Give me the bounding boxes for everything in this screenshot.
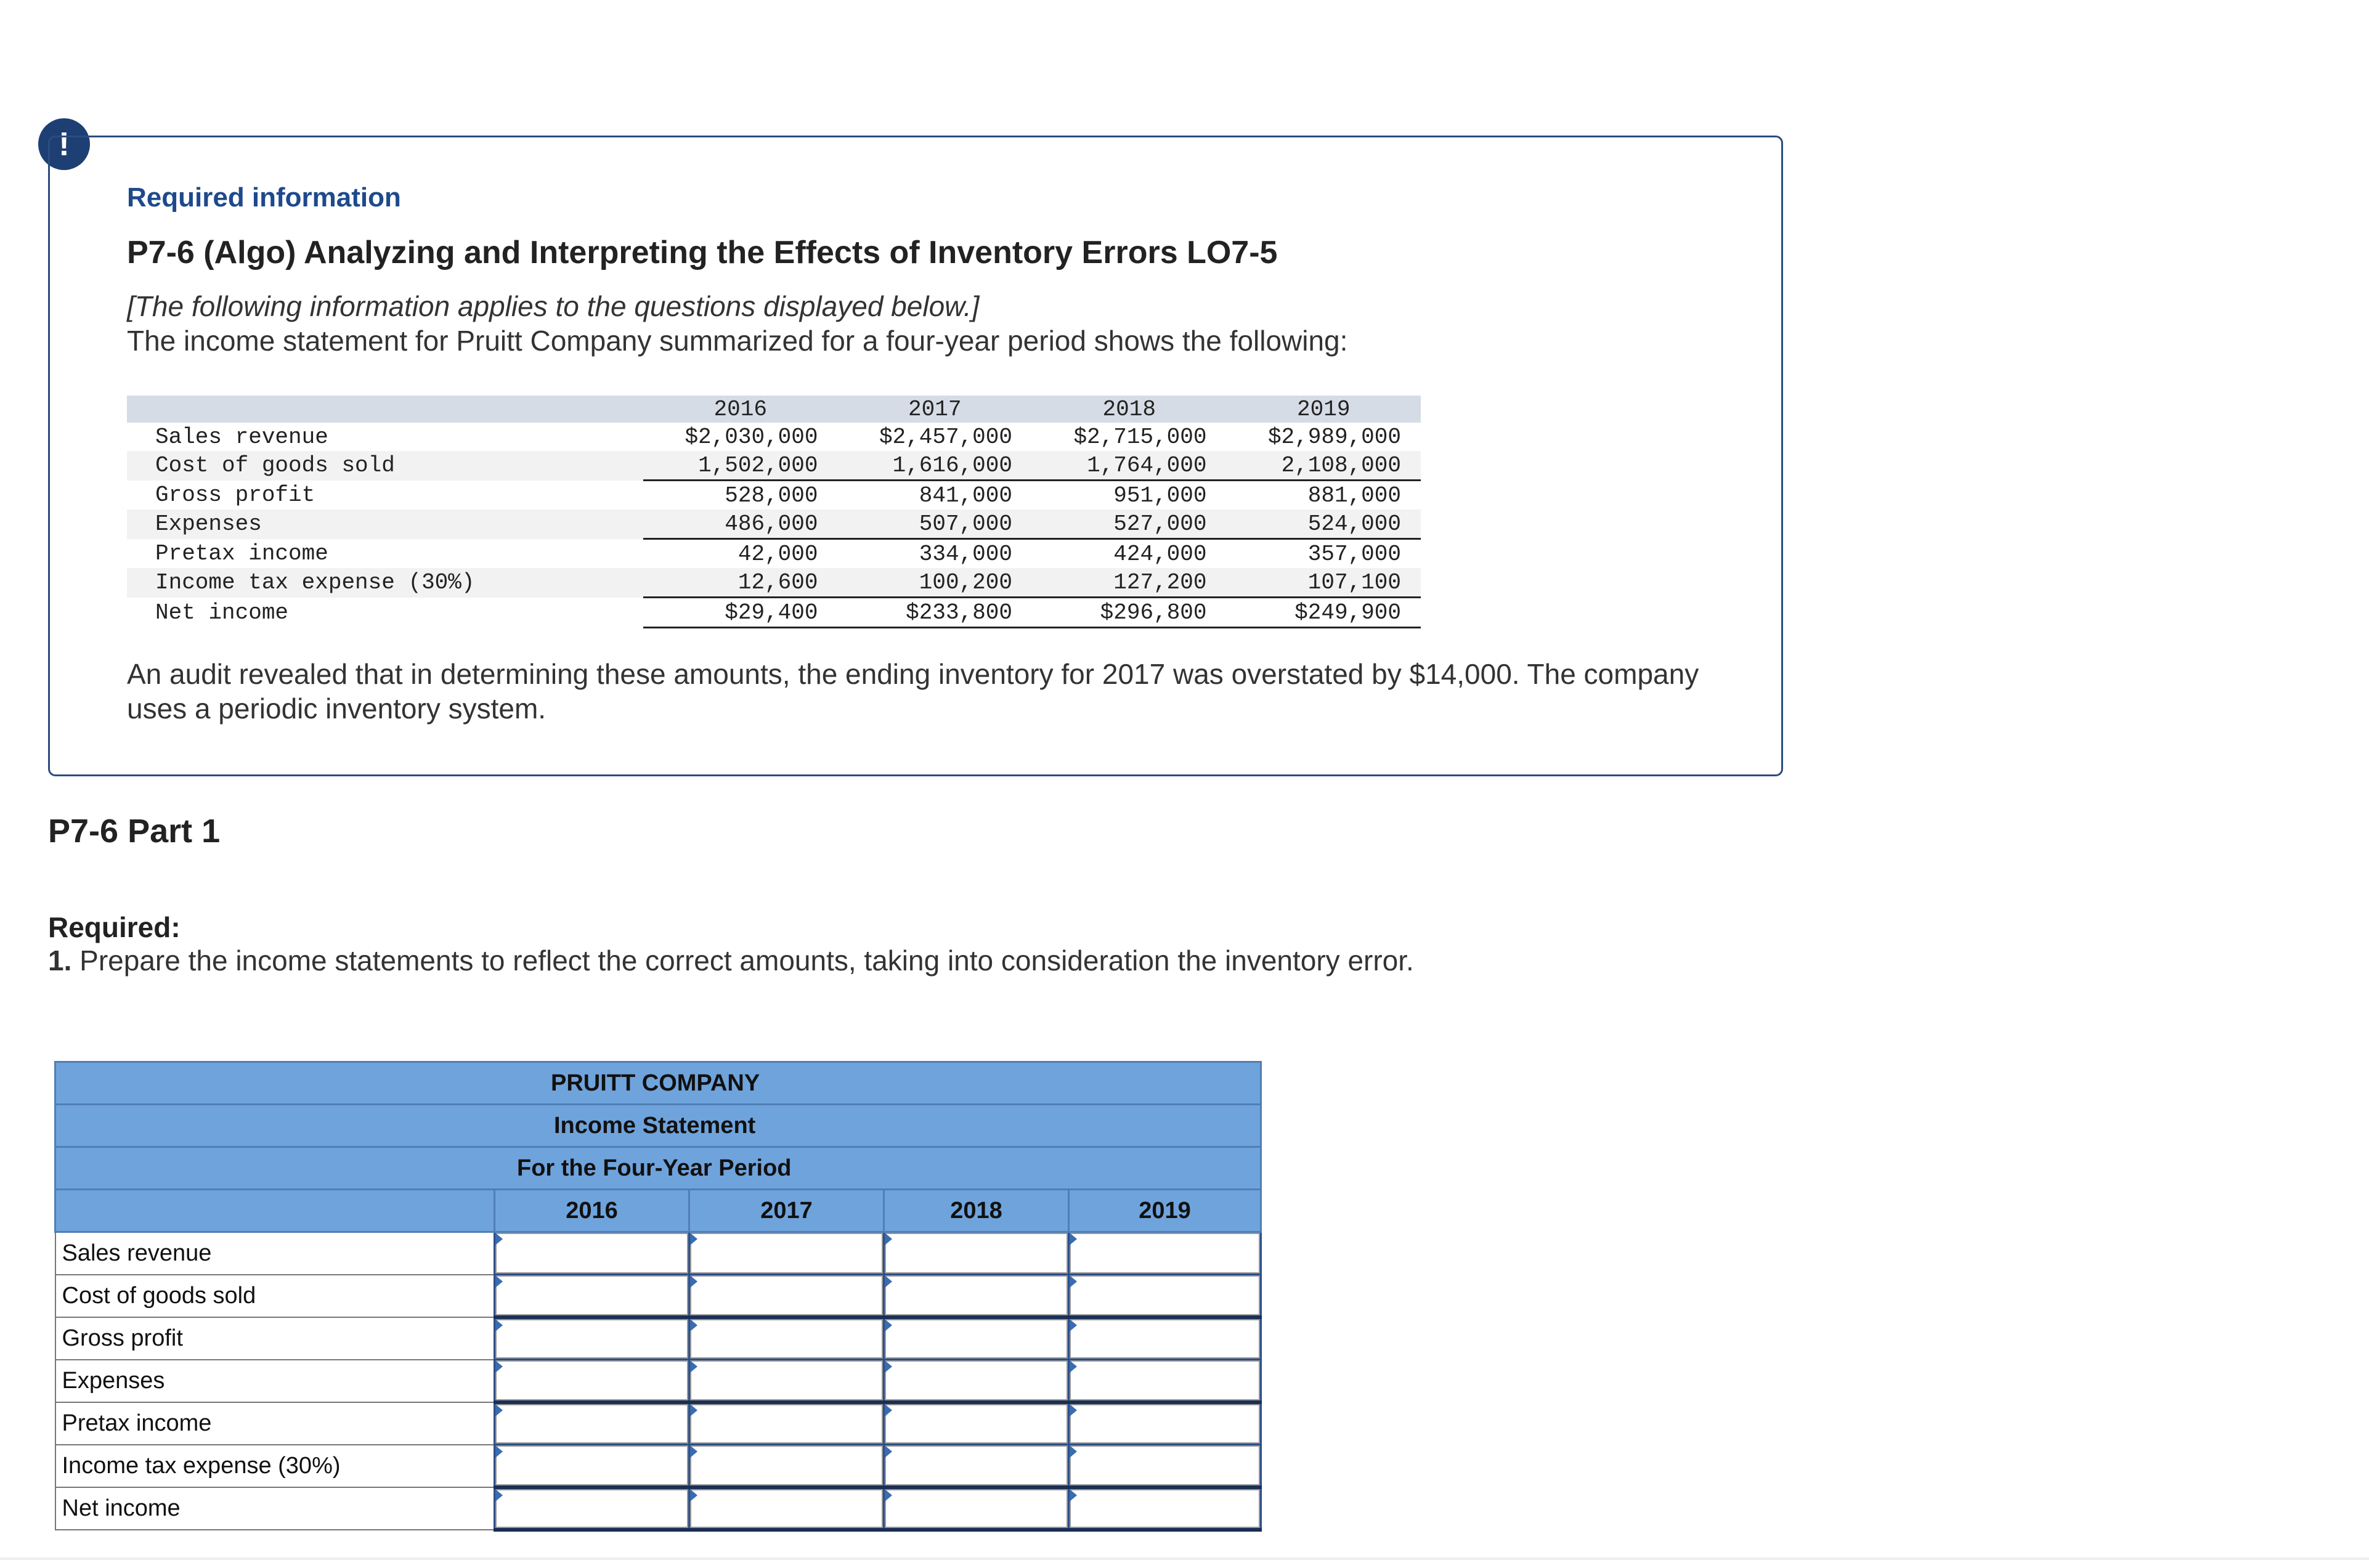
answer-cell[interactable] — [689, 1487, 884, 1530]
cell-value: 1,616,000 — [838, 451, 1033, 481]
cell-value: 100,200 — [838, 568, 1033, 598]
answer-cell[interactable] — [884, 1445, 1069, 1487]
problem-title: P7-6 (Algo) Analyzing and Interpreting the Effects of Inventory Errors LO7-5 — [127, 235, 1278, 270]
table-row — [127, 481, 1421, 510]
cell-value: 527,000 — [1032, 510, 1227, 539]
answer-cell[interactable] — [689, 1402, 884, 1445]
answer-cell[interactable] — [495, 1232, 689, 1275]
answer-cell[interactable] — [495, 1402, 689, 1445]
table-row — [55, 1487, 1261, 1530]
table-row — [127, 598, 1421, 628]
answer-input[interactable] — [1070, 1489, 1260, 1528]
cell-value: $233,800 — [838, 598, 1033, 628]
cell-value: 127,200 — [1032, 568, 1227, 598]
cell-value: 107,100 — [1227, 568, 1421, 598]
answer-input[interactable] — [495, 1489, 688, 1528]
year-header: 2018 — [1032, 396, 1227, 423]
cell-value: $2,715,000 — [1073, 424, 1207, 450]
instruction-text: Prepare the income statements to reflect the correct amounts, taking into consideration the inventory error. — [79, 944, 1414, 977]
row-label: Gross profit — [55, 1317, 495, 1360]
cell-value: 12,600 — [643, 568, 838, 598]
table-row — [55, 1360, 1261, 1402]
table-row — [127, 451, 1421, 481]
row-label: Sales revenue — [55, 1232, 495, 1275]
row-label: Cost of goods sold — [55, 1275, 495, 1317]
answer-cell[interactable] — [1069, 1445, 1261, 1487]
year-header-blank — [55, 1190, 495, 1232]
summary-header-row — [127, 396, 1421, 423]
cell-value: 42,000 — [738, 541, 818, 567]
row-label: Net income — [55, 1487, 495, 1530]
part-title: P7-6 Part 1 — [48, 813, 221, 850]
answer-input[interactable] — [690, 1275, 883, 1315]
table-row — [55, 1445, 1261, 1487]
intro-text: The income statement for Pruitt Company summarized for a four-year period shows the following: — [127, 325, 1348, 357]
cell-value: 524,000 — [1227, 510, 1421, 539]
table-row — [55, 1402, 1261, 1445]
year-header: 2017 — [689, 1190, 884, 1232]
instruction — [48, 944, 1414, 977]
cell-value: $2,989,000 — [1267, 424, 1401, 450]
answer-cell[interactable] — [884, 1360, 1069, 1402]
answer-input[interactable] — [885, 1404, 1068, 1444]
answer-input[interactable] — [690, 1489, 883, 1528]
answer-cell[interactable] — [884, 1487, 1069, 1530]
answer-input[interactable] — [495, 1233, 688, 1273]
statement-title: Income Statement — [55, 1105, 1261, 1147]
answer-input[interactable] — [1070, 1404, 1260, 1444]
instruction-number: 1. — [48, 944, 72, 977]
answer-cell[interactable] — [689, 1275, 884, 1317]
answer-cell[interactable] — [884, 1402, 1069, 1445]
audit-text: An audit revealed that in determining these amounts, the ending inventory for 2017 was overstated by $14,000. The company uses a periodic inventory system. — [127, 658, 1699, 725]
cell-value: 881,000 — [1307, 482, 1401, 508]
answer-cell[interactable] — [689, 1360, 884, 1402]
cell-value: 1,764,000 — [1032, 451, 1227, 481]
answer-input[interactable] — [690, 1404, 883, 1444]
row-label: Income tax expense (30%) — [127, 568, 643, 598]
required-info-heading: Required information — [127, 182, 401, 213]
year-header: 2016 — [495, 1190, 689, 1232]
answer-cell[interactable] — [1069, 1402, 1261, 1445]
summary-header-blank — [127, 396, 643, 423]
cell-value: 334,000 — [919, 541, 1012, 567]
table-row — [55, 1275, 1261, 1317]
answer-cell[interactable] — [1069, 1487, 1261, 1530]
row-label: Gross profit — [155, 482, 315, 508]
answer-input[interactable] — [1070, 1360, 1260, 1400]
table-row — [127, 510, 1421, 539]
row-label: Sales revenue — [155, 424, 328, 450]
answer-input[interactable] — [495, 1275, 688, 1315]
answer-cell[interactable] — [884, 1317, 1069, 1360]
answer-input[interactable] — [1070, 1445, 1260, 1485]
answer-input[interactable] — [495, 1319, 688, 1359]
answer-table — [54, 1061, 1262, 1532]
answer-cell[interactable] — [1069, 1317, 1261, 1360]
answer-cell[interactable] — [495, 1445, 689, 1487]
statement-period: For the Four-Year Period — [55, 1147, 1261, 1190]
cell-value: 528,000 — [725, 482, 818, 508]
company-name: PRUITT COMPANY — [55, 1062, 1261, 1105]
answer-cell[interactable] — [884, 1232, 1069, 1275]
row-label: Expenses — [127, 510, 643, 539]
answer-input[interactable] — [885, 1445, 1068, 1485]
answer-cell[interactable] — [1069, 1232, 1261, 1275]
answer-input[interactable] — [1070, 1233, 1260, 1273]
table-row — [127, 568, 1421, 598]
answer-input[interactable] — [495, 1404, 688, 1444]
cell-value: 424,000 — [1113, 541, 1207, 567]
row-label: Net income — [155, 599, 289, 625]
year-header: 2016 — [643, 396, 838, 423]
bottom-divider — [0, 1558, 2369, 1560]
row-label: Pretax income — [55, 1402, 495, 1445]
year-header: 2018 — [884, 1190, 1069, 1232]
row-label: Income tax expense (30%) — [55, 1445, 495, 1487]
table-row — [127, 423, 1421, 451]
alert-icon: ! — [38, 118, 90, 170]
cell-value: $296,800 — [1032, 598, 1227, 628]
year-header: 2017 — [838, 396, 1033, 423]
answer-cell[interactable] — [495, 1487, 689, 1530]
answer-cell[interactable] — [689, 1232, 884, 1275]
answer-input[interactable] — [690, 1233, 883, 1273]
info-note: [The following information applies to the questions displayed below.] — [127, 290, 980, 322]
answer-input[interactable] — [495, 1360, 688, 1400]
answer-input[interactable] — [495, 1445, 688, 1485]
answer-input[interactable] — [690, 1360, 883, 1400]
answer-cell[interactable] — [689, 1445, 884, 1487]
cell-value: 1,502,000 — [643, 451, 838, 481]
answer-input[interactable] — [885, 1233, 1068, 1273]
answer-input[interactable] — [885, 1275, 1068, 1315]
answer-input[interactable] — [690, 1319, 883, 1359]
summary-income-table — [127, 396, 1421, 628]
cell-value: $2,457,000 — [879, 424, 1012, 450]
row-label: Pretax income — [155, 540, 328, 566]
answer-input[interactable] — [885, 1319, 1068, 1359]
table-row — [127, 539, 1421, 569]
answer-input[interactable] — [885, 1489, 1068, 1528]
cell-value: 841,000 — [919, 482, 1012, 508]
cell-value: $2,030,000 — [685, 424, 818, 450]
cell-value: 951,000 — [1113, 482, 1207, 508]
table-row — [55, 1232, 1261, 1275]
year-header: 2019 — [1227, 396, 1421, 423]
cell-value: 507,000 — [838, 510, 1033, 539]
year-header: 2019 — [1069, 1190, 1261, 1232]
row-label: Cost of goods sold — [127, 451, 643, 481]
cell-value: $249,900 — [1227, 598, 1421, 628]
cell-value: $29,400 — [643, 598, 838, 628]
answer-cell[interactable] — [495, 1360, 689, 1402]
row-label: Expenses — [55, 1360, 495, 1402]
answer-input[interactable] — [690, 1445, 883, 1485]
answer-cell[interactable] — [1069, 1360, 1261, 1402]
cell-value: 2,108,000 — [1227, 451, 1421, 481]
cell-value: 357,000 — [1307, 541, 1401, 567]
cell-value: 486,000 — [643, 510, 838, 539]
answer-input[interactable] — [885, 1360, 1068, 1400]
answer-cell[interactable] — [1069, 1275, 1261, 1317]
answer-cell[interactable] — [495, 1275, 689, 1317]
answer-cell[interactable] — [884, 1275, 1069, 1317]
answer-input[interactable] — [1070, 1319, 1260, 1359]
answer-cell[interactable] — [689, 1317, 884, 1360]
answer-cell[interactable] — [495, 1317, 689, 1360]
table-row — [55, 1317, 1261, 1360]
answer-input[interactable] — [1070, 1275, 1260, 1315]
required-label: Required: — [48, 911, 181, 943]
